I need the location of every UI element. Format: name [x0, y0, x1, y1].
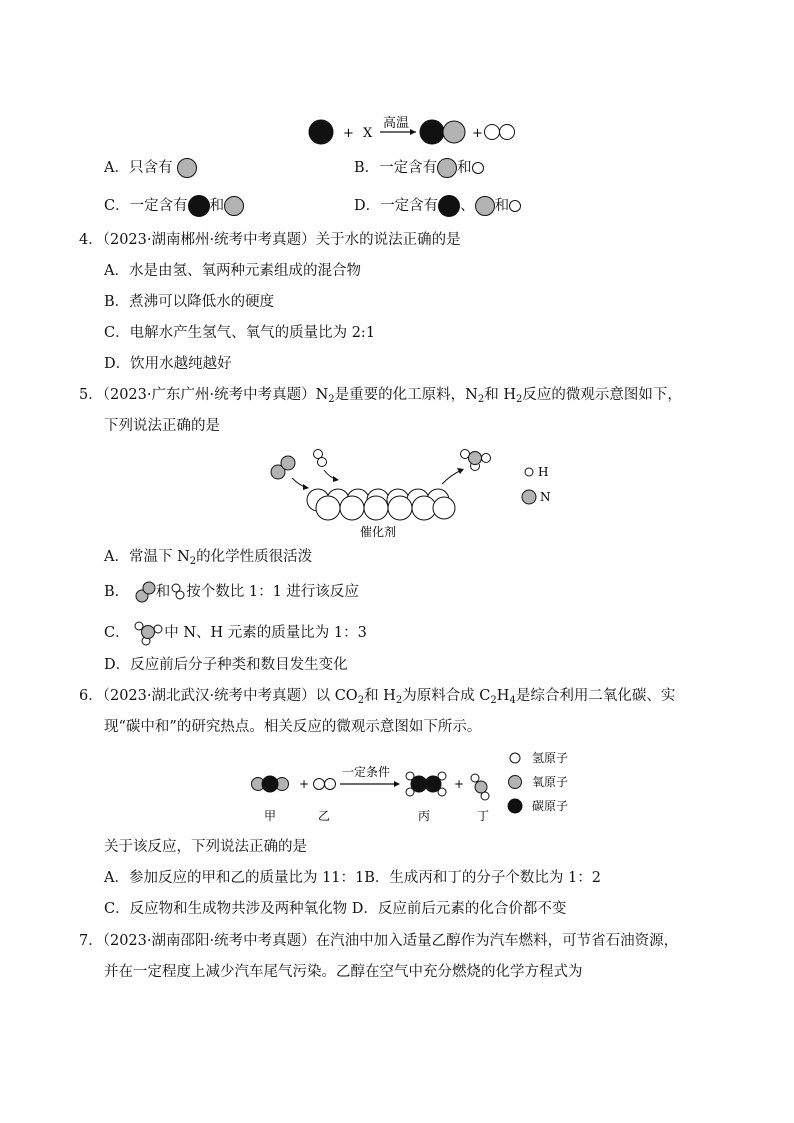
q5-stem — [79, 385, 682, 405]
h-atom-icon — [482, 454, 491, 463]
catalyst-atom-icon — [364, 496, 388, 520]
q7-stem-line2: 并在一定程度上减少汽车尾气污染。乙醇在空气中充分燃烧的化学方程式为 — [104, 964, 583, 980]
subscript: 2 — [328, 394, 335, 405]
option-label: C． — [104, 625, 130, 641]
q6-option-cd[interactable]: C．反应物和生成物共涉及两种氧化物 D．反应前后元素的化合价都不变 — [104, 901, 567, 917]
gray-atom-icon — [177, 158, 197, 178]
n-legend-icon — [522, 490, 536, 504]
reactant-x: X — [363, 126, 373, 141]
o-atom-icon — [475, 781, 487, 793]
option-label: C． — [104, 198, 130, 214]
option-text: 常温下 N — [128, 549, 190, 565]
black-atom-icon — [188, 195, 210, 217]
and-text: 和 — [457, 160, 472, 176]
arrow-icon — [442, 470, 462, 484]
h-atom-icon — [318, 458, 327, 467]
arrow-head-icon — [333, 476, 339, 482]
label-ding: 丁 — [477, 809, 490, 823]
h-legend-icon — [510, 753, 520, 763]
label-jia: 甲 — [264, 809, 277, 823]
white-atom-icon — [472, 162, 484, 174]
n-legend-label: N — [540, 490, 551, 504]
option-text: 中 N、H 元素的质量比为 1：3 — [164, 625, 367, 641]
subscript: 2 — [477, 394, 485, 405]
label-yi: 乙 — [318, 809, 331, 823]
black-atom-icon — [420, 120, 444, 144]
q4-option-b[interactable]: B．煮沸可以降低水的硬度 — [104, 294, 275, 310]
q6-question: 关于该反应，下列说法正确的是 — [104, 839, 307, 855]
reaction-condition: 高温 — [383, 116, 410, 131]
q5-option-d[interactable] — [104, 655, 348, 675]
stem-part: 是重要的化工原料，N — [334, 387, 478, 403]
gray-atom-icon — [475, 196, 495, 216]
q3-equation — [308, 112, 528, 148]
n-atom-icon — [281, 456, 295, 470]
o-legend-icon — [509, 776, 522, 789]
q5-option-a[interactable] — [104, 547, 312, 567]
h-legend-icon — [525, 468, 533, 476]
option-text: 一定含有 — [380, 198, 439, 214]
option-label: B． — [354, 160, 380, 176]
stem-part: 和 H — [484, 387, 516, 403]
option-text: 一定含有 — [379, 160, 438, 176]
catalyst-atom-icon — [412, 496, 436, 520]
gray-atom-icon — [224, 196, 244, 216]
and-text: 和 — [494, 198, 510, 214]
plus-sign: + — [299, 777, 310, 791]
h-atom-icon — [314, 779, 325, 790]
option-label: D． — [104, 657, 131, 673]
q3-option-d[interactable] — [354, 195, 521, 217]
h-legend-label: 氢原子 — [532, 751, 569, 765]
label-bing: 丙 — [418, 809, 431, 823]
separator-text: 、 — [460, 198, 475, 214]
subscript: 2 — [357, 695, 365, 706]
gray-atom-icon — [437, 158, 457, 178]
c-atom-icon — [262, 776, 278, 792]
stem-part: 5．（2023·广东广州·统考中考真题）N — [79, 387, 329, 403]
arrow-head-icon — [303, 484, 309, 490]
carbon-atom-icon — [309, 120, 333, 144]
n2-molecule-icon — [134, 581, 156, 603]
q4-option-a[interactable]: A．水是由氢、氧两种元素组成的混合物 — [104, 263, 361, 279]
q5-diagram — [266, 444, 566, 540]
subscript: 2 — [189, 556, 197, 567]
and-text: 和 — [209, 198, 225, 214]
q3-equation-svg — [308, 112, 528, 148]
stem-part: 6．（2023·湖北武汉·统考中考真题）以 CO — [79, 688, 358, 704]
stem-part: 为原料合成 C — [402, 688, 491, 704]
catalyst-atom-icon — [388, 496, 412, 520]
catalyst-atom-icon — [316, 496, 340, 520]
arrow-head-icon — [394, 781, 400, 787]
q4-option-d[interactable]: D．饮用水越纯越好 — [104, 356, 232, 372]
catalyst-atom-icon — [340, 496, 364, 520]
q6-diagram — [248, 748, 588, 828]
reaction-condition: 一定条件 — [342, 765, 391, 779]
and-text: 和 — [155, 584, 171, 600]
q6-option-ab[interactable]: A．参加反应的甲和乙的质量比为 11：1B．生成丙和丁的分子个数比为 1：2 — [104, 870, 601, 886]
white-atom-icon — [509, 200, 521, 212]
h-legend-label: H — [538, 465, 549, 479]
plus-sign: + — [454, 777, 465, 791]
q6-diagram-svg — [248, 748, 588, 828]
stem-part: H — [496, 688, 510, 704]
c-atom-icon — [425, 776, 441, 792]
q6-stem-line2: 现“碳中和”的研究热点。相关反应的微观示意图如下所示。 — [104, 719, 482, 735]
stem-part: 和 H — [364, 688, 396, 704]
option-text: 的化学性质很活泼 — [196, 549, 313, 565]
subscript: 4 — [509, 695, 516, 706]
q5-option-b[interactable] — [104, 581, 359, 603]
q3-option-a[interactable] — [104, 158, 197, 178]
q4-stem: 4．（2023·湖南郴州·统考中考真题）关于水的说法正确的是 — [79, 232, 461, 248]
q6-stem — [79, 686, 675, 706]
option-label: A． — [104, 160, 129, 176]
h-atom-icon — [325, 779, 336, 790]
subscript: 2 — [490, 695, 497, 706]
o-legend-label: 氧原子 — [532, 775, 569, 789]
q5-stem-line2: 下列说法正确的是 — [104, 418, 220, 434]
option-text: 按个数比 1：1 进行该反应 — [186, 584, 359, 600]
option-text: 只含有 — [128, 160, 173, 176]
plus-sign: + — [343, 126, 354, 141]
arrow-head-icon — [410, 129, 416, 135]
stem-part: 是综合利用二氧化碳、实 — [515, 688, 676, 704]
q5-diagram-svg — [266, 444, 566, 540]
catalyst-label: 催化剂 — [360, 525, 397, 539]
q3-option-b[interactable] — [354, 158, 484, 178]
option-label: B． — [104, 584, 130, 600]
c-legend-icon — [508, 799, 522, 813]
catalyst-surface — [307, 489, 455, 520]
q3-option-c[interactable] — [104, 195, 244, 217]
option-label: A． — [104, 549, 129, 565]
subscript: 2 — [395, 695, 403, 706]
nh3-molecule-icon — [134, 620, 164, 646]
gray-atom-icon — [443, 121, 465, 143]
q7-stem: 7．（2023·湖南邵阳·统考中考真题）在汽油中加入适量乙醇作为汽车燃料，可节省石油资源， — [79, 933, 679, 949]
option-label: D． — [354, 198, 381, 214]
option-text: 反应前后分子种类和数目发生变化 — [130, 657, 348, 673]
q4-option-c[interactable]: C．电解水产生氢气、氧气的质量比为 2:1 — [104, 325, 376, 341]
stem-part: 反应的微观示意图如下， — [522, 387, 682, 403]
black-atom-icon — [438, 195, 460, 217]
white-atom-icon — [485, 125, 500, 140]
arrow-head-icon — [457, 468, 464, 474]
plus-sign: + — [472, 126, 483, 141]
q5-option-c[interactable] — [104, 620, 367, 646]
h2-molecule-icon — [170, 581, 186, 603]
option-text: 一定含有 — [129, 198, 188, 214]
subscript: 2 — [516, 394, 523, 405]
h-atom-icon — [471, 774, 479, 782]
c-legend-label: 碳原子 — [532, 799, 569, 813]
catalyst-atom-icon — [433, 497, 455, 519]
white-atom-icon — [500, 125, 515, 140]
n-atom-icon — [469, 452, 482, 465]
